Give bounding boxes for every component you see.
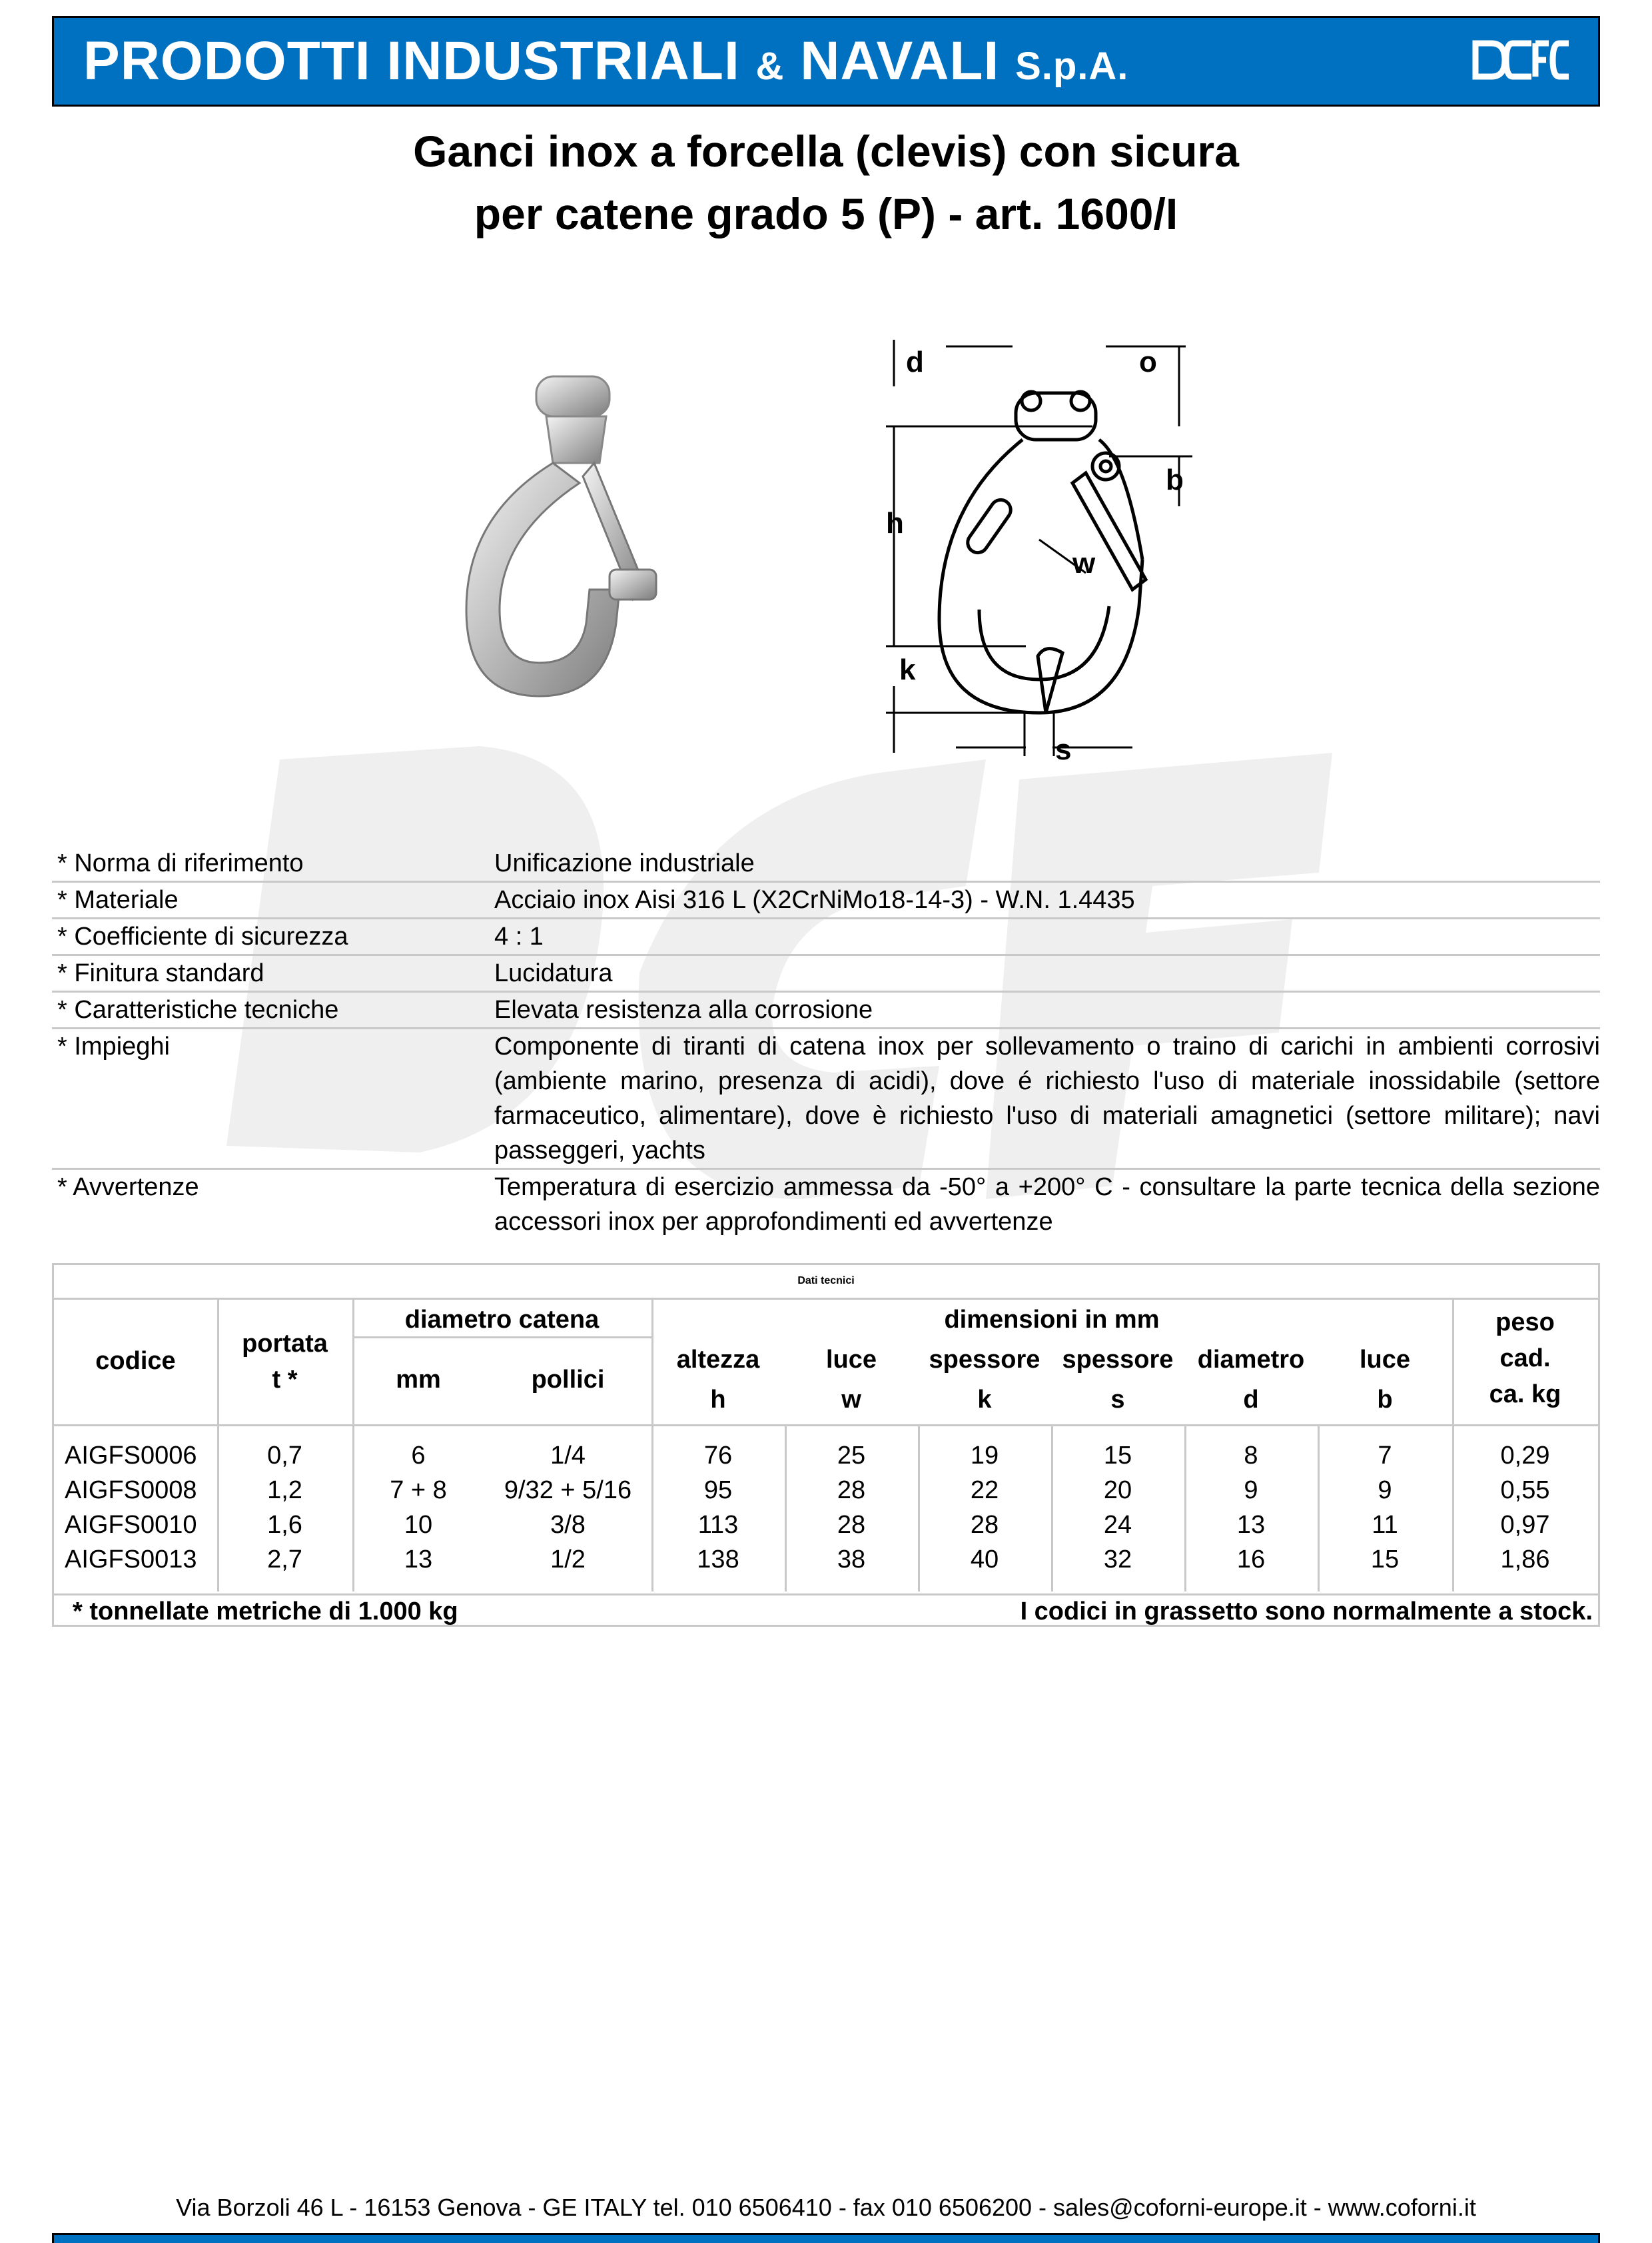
dim-label-k: k xyxy=(899,654,916,686)
cell-peso: 1,86 xyxy=(1500,1546,1550,1573)
cell-b: 7 xyxy=(1378,1442,1392,1470)
spec-row xyxy=(52,956,1600,993)
col-header-spessore-k-sym: k xyxy=(977,1386,992,1414)
table-row xyxy=(54,1508,1598,1542)
dim-label-o: o xyxy=(1139,346,1157,378)
cell-w: 25 xyxy=(837,1442,866,1470)
spec-value: Elevata resistenza alla corrosione xyxy=(494,996,873,1024)
company-logo-icon xyxy=(1471,38,1571,82)
cell-k: 22 xyxy=(970,1476,999,1504)
cell-mm: 7 + 8 xyxy=(390,1476,447,1504)
col-header-codice: codice xyxy=(95,1347,176,1375)
cell-pollici: 1/4 xyxy=(550,1442,586,1470)
cell-codice: AIGFS0013 xyxy=(65,1546,197,1573)
table-body xyxy=(54,1426,1598,1593)
dim-label-h: h xyxy=(886,507,904,540)
spec-label: * Caratteristiche tecniche xyxy=(57,996,339,1024)
cell-k: 28 xyxy=(970,1511,999,1539)
spec-label: * Coefficiente di sicurezza xyxy=(57,923,348,951)
page-title-line1: Ganci inox a forcella (clevis) con sicura xyxy=(413,127,1239,176)
table-row xyxy=(54,1542,1598,1577)
spec-row xyxy=(52,846,1600,883)
col-header-peso-cad: cad. xyxy=(1499,1344,1551,1372)
col-header-diametro-sym: d xyxy=(1243,1386,1259,1414)
col-header-portata: portata xyxy=(242,1330,328,1358)
col-header-spessore-s-sym: s xyxy=(1110,1386,1125,1414)
page-title-line2: per catene grado 5 (P) - art. 1600/I xyxy=(474,189,1178,238)
table-footnote-tonnes: * tonnellate metriche di 1.000 kg xyxy=(73,1597,458,1625)
col-header-peso-unit: ca. kg xyxy=(1489,1380,1561,1408)
cell-s: 24 xyxy=(1103,1511,1132,1539)
table-row xyxy=(54,1438,1598,1473)
cell-h: 95 xyxy=(703,1476,733,1504)
spec-label: * Avvertenze xyxy=(57,1173,199,1201)
dim-label-w: w xyxy=(1072,547,1096,580)
cell-pollici: 9/32 + 5/16 xyxy=(504,1476,632,1504)
col-header-spessore-s: spessore xyxy=(1062,1346,1174,1374)
company-name-amp: & xyxy=(755,45,785,88)
spec-list xyxy=(52,846,1600,1239)
spec-value: Lucidatura xyxy=(494,959,613,987)
cell-k: 40 xyxy=(970,1546,999,1573)
spec-row xyxy=(52,1029,1600,1170)
col-header-luce-b-sym: b xyxy=(1377,1386,1393,1414)
col-header-mm: mm xyxy=(396,1366,441,1394)
col-header-pollici: pollici xyxy=(531,1366,605,1394)
table-footer xyxy=(54,1593,1598,1627)
cell-s: 32 xyxy=(1103,1546,1132,1573)
cell-peso: 0,55 xyxy=(1500,1476,1550,1504)
spec-value: 4 : 1 xyxy=(494,923,544,951)
cell-pollici: 3/8 xyxy=(550,1511,586,1539)
spec-label: * Norma di riferimento xyxy=(57,849,304,877)
cell-d: 8 xyxy=(1244,1442,1258,1470)
dim-label-b: b xyxy=(1166,464,1184,496)
col-header-luce-b: luce xyxy=(1359,1346,1411,1374)
company-address: Via Borzoli 46 L - 16153 Genova - GE ITALY tel. 010 6506410 - fax 010 6506200 - sales@coforni-europe.it - www.coforni.it xyxy=(176,2194,1476,2221)
cell-b: 9 xyxy=(1378,1476,1392,1504)
company-name-main: PRODOTTI INDUSTRIALI xyxy=(83,31,740,91)
dim-label-d: d xyxy=(906,346,924,378)
cell-h: 138 xyxy=(697,1546,739,1573)
table-footnote-stock: I codici in grassetto sono normalmente a stock. xyxy=(1020,1597,1593,1625)
col-header-spessore-k: spessore xyxy=(929,1346,1040,1374)
table-caption: Dati tecnici xyxy=(54,1265,1598,1300)
col-header-peso: peso xyxy=(1495,1308,1555,1336)
col-header-luce-w-sym: w xyxy=(841,1386,861,1414)
cell-portata: 1,2 xyxy=(267,1476,302,1504)
dim-label-s: s xyxy=(1055,733,1072,766)
cell-mm: 6 xyxy=(411,1442,426,1470)
cell-w: 28 xyxy=(837,1511,866,1539)
cell-codice: AIGFS0010 xyxy=(65,1511,197,1539)
company-name-spa: S.p.A. xyxy=(1015,45,1129,88)
cell-peso: 0,97 xyxy=(1500,1511,1550,1539)
cell-pollici: 1/2 xyxy=(550,1546,586,1573)
cell-k: 19 xyxy=(970,1442,999,1470)
spec-row xyxy=(52,1170,1600,1239)
spec-value: Temperatura di esercizio ammessa da -50° a +200° C - consultare la parte tecnica della sezione accessori inox per approfondimenti ed avvertenze xyxy=(494,1173,1600,1236)
col-header-portata-unit: t * xyxy=(272,1366,298,1394)
spec-value: Unificazione industriale xyxy=(494,849,755,877)
cell-mm: 13 xyxy=(404,1546,433,1573)
cell-codice: AIGFS0008 xyxy=(65,1476,197,1504)
company-name-navali: NAVALI xyxy=(800,31,1000,91)
col-header-luce-w: luce xyxy=(825,1346,877,1374)
cell-h: 76 xyxy=(703,1442,733,1470)
cell-b: 11 xyxy=(1372,1511,1398,1539)
cell-b: 15 xyxy=(1370,1546,1400,1573)
data-table xyxy=(52,1263,1600,1627)
col-header-dimensioni: dimensioni in mm xyxy=(944,1306,1160,1334)
spec-value: Acciaio inox Aisi 316 L (X2CrNiMo18-14-3) - W.N. 1.4435 xyxy=(494,886,1135,914)
spec-label: * Impieghi xyxy=(57,1033,170,1061)
hook-dimension-drawing xyxy=(879,340,1199,766)
table-row xyxy=(54,1473,1598,1508)
cell-w: 28 xyxy=(837,1476,866,1504)
cell-portata: 2,7 xyxy=(267,1546,302,1573)
cell-mm: 10 xyxy=(404,1511,433,1539)
col-header-diametro-catena: diametro catena xyxy=(404,1306,600,1334)
cell-d: 13 xyxy=(1236,1511,1266,1539)
spec-row xyxy=(52,883,1600,919)
col-header-diametro: diametro xyxy=(1197,1346,1305,1374)
table-header xyxy=(54,1300,1598,1426)
cell-d: 16 xyxy=(1236,1546,1266,1573)
col-header-altezza-sym: h xyxy=(710,1386,726,1414)
spec-row xyxy=(52,993,1600,1029)
spec-row xyxy=(52,919,1600,956)
company-name xyxy=(83,30,1128,93)
cell-d: 9 xyxy=(1244,1476,1258,1504)
hook-photo xyxy=(440,370,679,716)
spec-label: * Finitura standard xyxy=(57,959,264,987)
cell-s: 20 xyxy=(1103,1476,1132,1504)
col-header-altezza: altezza xyxy=(676,1346,760,1374)
spec-label: * Materiale xyxy=(57,886,179,914)
cell-codice: AIGFS0006 xyxy=(65,1442,197,1470)
spec-value: Componente di tiranti di catena inox per sollevamento o traino di carichi in ambienti corrosivi (ambiente marino, presenza di acidi), dove é richiesto l'uso di materiale inossidabile (settore farmaceutico, alimentare), dove è richiesto l'uso di materiali amagnetici (settore militare); navi passeggeri, yachts xyxy=(494,1033,1600,1164)
cell-peso: 0,29 xyxy=(1500,1442,1550,1470)
cell-portata: 1,6 xyxy=(267,1511,302,1539)
header-bar xyxy=(52,16,1600,107)
footer-bar xyxy=(52,2233,1600,2243)
cell-h: 113 xyxy=(697,1511,739,1539)
cell-s: 15 xyxy=(1103,1442,1132,1470)
cell-w: 38 xyxy=(837,1546,866,1573)
cell-portata: 0,7 xyxy=(267,1442,302,1470)
